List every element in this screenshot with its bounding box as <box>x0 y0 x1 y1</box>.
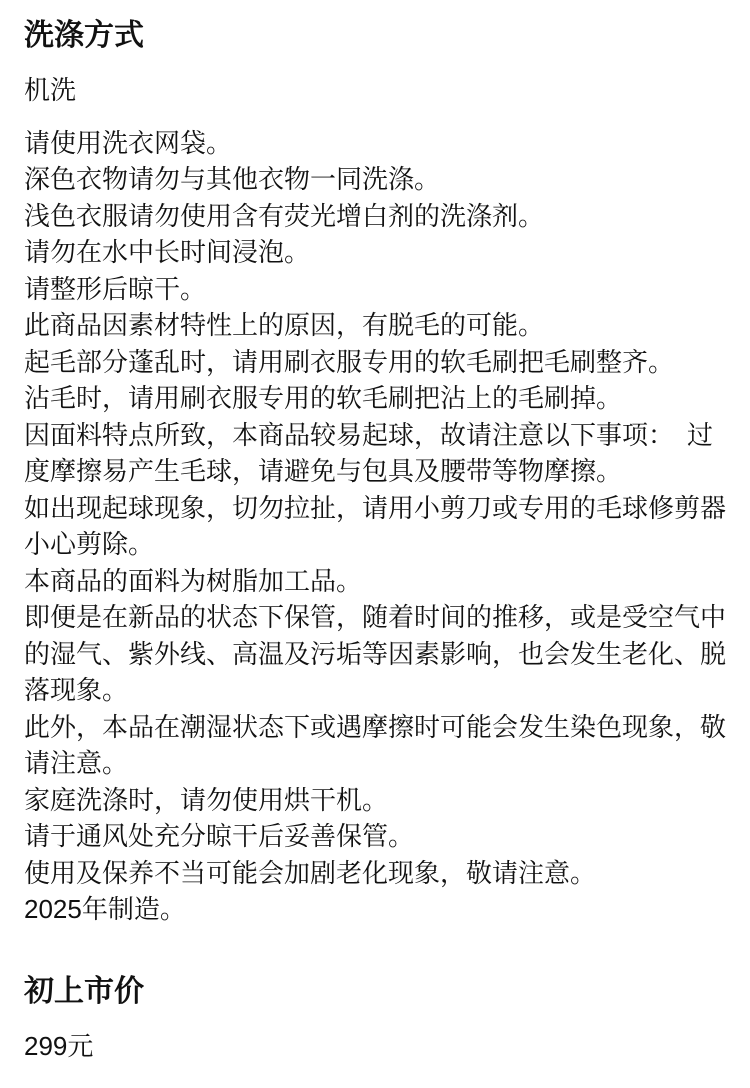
care-instruction-line: 落现象。 <box>24 675 129 705</box>
care-instruction-line: 浅色衣服请勿使用含有荧光增白剂的洗涤剂。 <box>24 200 545 231</box>
care-instruction-line: 因面料特点所致，本商品较易起球，故请注意以下事项： 过 <box>24 419 714 450</box>
care-instruction-line: 即便是在新品的状态下保管，随着时间的推移，或是受空气中 <box>24 602 727 632</box>
care-instruction-line: 家庭洗涤时，请勿使用烘干机。 <box>24 784 389 815</box>
care-instruction-line: 请整形后晾干。 <box>24 273 207 304</box>
care-instruction-line: 如出现起球现象，切勿拉扯，请用小剪刀或专用的毛球修剪器 <box>24 492 727 523</box>
care-instruction-line: 小心剪除。 <box>24 529 155 559</box>
washing-method-value: 机洗 <box>24 75 77 105</box>
care-instruction-line: 度摩擦易产生毛球，请避免与包具及腰带等物摩擦。 <box>24 456 623 486</box>
care-instruction-line: 起毛部分蓬乱时，请用刷衣服专用的软毛刷把毛刷整齐。 <box>24 346 675 377</box>
care-instructions-list <box>24 125 726 928</box>
care-instruction-line: 深色衣物请勿与其他衣物一同洗涤。 <box>24 164 441 194</box>
care-instruction-line: 请使用洗衣网袋。 <box>24 127 233 158</box>
care-instruction-line: 的湿气、紫外线、高温及污垢等因素影响，也会发生老化、脱 <box>24 638 727 669</box>
care-instruction-line: 此商品因素材特性上的原因，有脱毛的可能。 <box>24 310 545 340</box>
washing-method-heading: 洗涤方式 <box>24 19 144 52</box>
care-instruction-line: 请注意。 <box>24 748 129 778</box>
initial-price-value: 299元 <box>24 1030 94 1061</box>
care-instruction-line: 沾毛时，请用刷衣服专用的软毛刷把沾上的毛刷掉。 <box>24 383 623 413</box>
care-instruction-line: 使用及保养不当可能会加剧老化现象，敬请注意。 <box>24 857 597 888</box>
care-instruction-line: 请勿在水中长时间浸泡。 <box>24 237 311 267</box>
care-instruction-line: 本商品的面料为树脂加工品。 <box>24 565 363 596</box>
care-instruction-line: 2025年制造。 <box>24 894 186 924</box>
care-instruction-line: 请于通风处充分晾干后妥善保管。 <box>24 821 415 851</box>
initial-price-heading: 初上市价 <box>24 974 144 1008</box>
care-instruction-line: 此外，本品在潮湿状态下或遇摩擦时可能会发生染色现象，敬 <box>24 711 727 742</box>
